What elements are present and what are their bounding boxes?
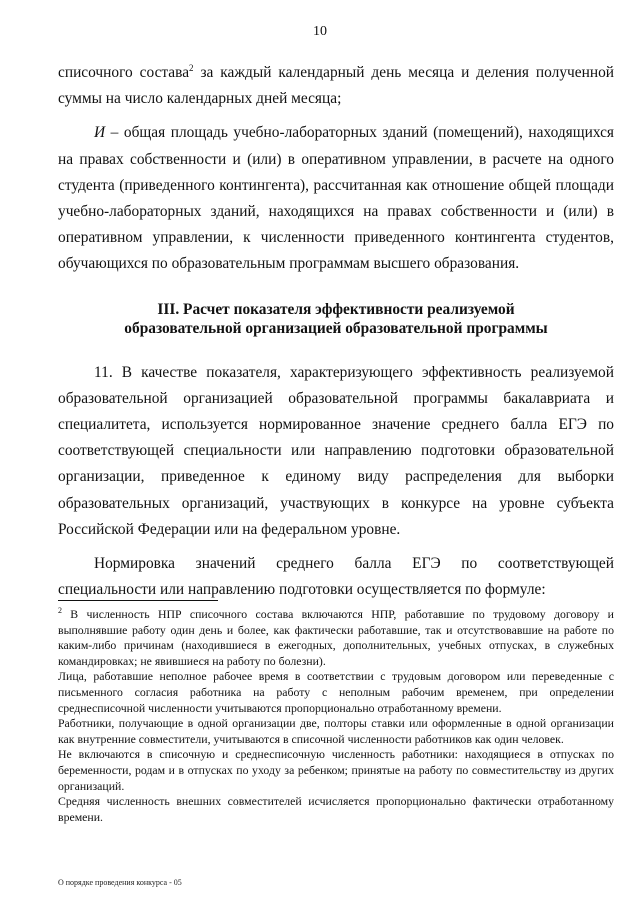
footnote-4: Не включаются в списочную и среднесписочную численность работники: находящиеся в отпусках по беременности, родам и в отпусках по уходу за ребенком; принятые на работу по совместительству из других организаций. xyxy=(58,747,614,793)
page-footer: О порядке проведения конкурса - 05 xyxy=(58,878,182,887)
footnote-3: Работники, получающие в одной организации две, полторы ставки или оформленные в одной организации как внутренние совместители, учитываются в списочной численности работников как один человек. xyxy=(58,716,614,746)
paragraph-continuation: списочного состава$^2$ за каждый календарный день месяца и деления полученной суммы на число календарных дней месяца; xyxy=(58,62,614,108)
page-number: 10 xyxy=(313,24,327,39)
main-text xyxy=(58,60,614,603)
footnote-mark: 2 xyxy=(58,606,62,616)
paragraph-normalization: Нормировка значений среднего балла ЕГЭ по соответствующей специальности или направлению подготовки осуществляется по формуле: xyxy=(58,555,614,599)
footnote-reference: 2 xyxy=(189,62,194,73)
paragraph-11: 11. В качестве показателя, характеризующего эффективность реализуемой образовательной организацией образовательной программы бакалавриата и специалитета, используется нормированное значение среднего балла ЕГЭ по соответствующей специальности или направлению подготовки образовательной организации, приведенное к единому виду распределения для выборки образовательных организаций, участвующих в конкурсе на уровне субъекта Российской Федерации или на федеральном уровне. xyxy=(58,363,614,538)
footnote-5: Средняя численность внешних совместителей исчисляется пропорционально фактически отработанному времени. xyxy=(58,794,614,824)
footnote-2: Лица, работавшие неполное рабочее время в соответствии с трудовым договором или переведенные с письменного согласия работника на работу с неполным рабочим временем, при определении среднесписочной численности учитываются пропорционально отработанному времени. xyxy=(58,669,614,715)
footnote-1: $^2$ В численность НПР списочного состава включаются НПР, работавшие по трудовому договору и выполнявшие работу один день и более, как фактически работавшие, так и отсутствовавшие на работе по каким-либо причинам (находившиеся в ежегодных, дополнительных, учебных отпусках, в служебных командировках; не явившиеся на работу по болезни). xyxy=(58,606,614,668)
section-heading: III. Расчет показателя эффективности реализуемой образовательной организацией образовательной программы xyxy=(124,300,548,337)
footnotes xyxy=(58,600,614,825)
variable-symbol: И xyxy=(94,124,106,142)
footnote-divider xyxy=(58,600,218,601)
paragraph-area-definition: И – общая площадь учебно-лабораторных зданий (помещений), находящихся на правах собственности и (или) в оперативном управлении, в расчете на одного студента (приведенного контингента), рассчитанная как отношение общей площади учебно-лабораторных зданий, находящихся на правах собственности и (или) в оперативном управлении, к численности приведенного контингента студентов, обучающихся по образовательным программам высшего образования. xyxy=(58,124,614,273)
